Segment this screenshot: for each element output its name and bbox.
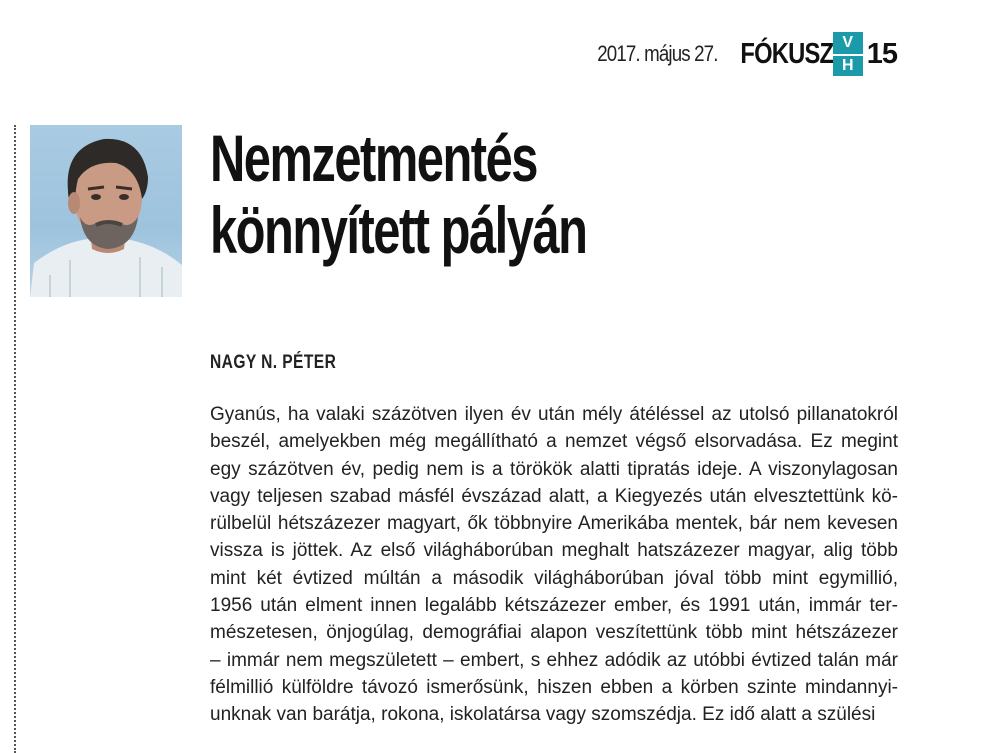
article-body <box>210 401 898 729</box>
column-divider <box>14 125 16 753</box>
body-line: mint két évtized múltán a második világháborúban jóval több mint egymillió, <box>210 567 898 589</box>
page-number: 15 <box>866 37 897 70</box>
body-line: vissza is jöttek. Az első világháborúban meghalt hatszázezer magyar, alig több <box>210 540 898 562</box>
title-line-1: Nemzetmentés <box>210 121 537 195</box>
body-line: mészetesen, önjogúlag, demográfiai alapon veszítettünk több mint hétszázezer <box>210 622 898 644</box>
body-line: félmillió külföldre távozó ismerősünk, hiszen ebben a körben szinte mindannyi- <box>210 676 898 698</box>
portrait-illustration <box>30 125 182 297</box>
body-line: – immár nem megszületett – embert, s ehhez adódik az utóbbi évtized talán már <box>210 649 898 671</box>
author-byline: NAGY N. PÉTER <box>210 352 337 373</box>
body-line: beszél, amelyekben még megállítható a nemzet végső elsorvadása. Ez megint <box>210 431 898 453</box>
body-line: 1956 után elment innen legalább kétszázezer ember, és 1991 után, immár ter- <box>210 595 898 617</box>
logo-letter-v: V <box>842 34 854 51</box>
logo-letter-h: H <box>833 54 863 76</box>
vh-logo <box>833 32 863 76</box>
title-line-2: könnyített pályán <box>210 193 587 267</box>
body-line: egy százötven év, pedig nem is a törökök alatti tipratás ideje. A viszonylagosan <box>210 458 898 480</box>
article-title <box>210 122 772 266</box>
body-line: Gyanús, ha valaki százötven ilyen év után mély átéléssel az utolsó pillanatokról <box>210 404 898 425</box>
author-portrait <box>30 125 182 297</box>
body-line: rülbelül hétszázezer magyart, ők többnyire Amerikába mentek, bár nem kevesen <box>210 513 898 535</box>
body-line: vagy teljesen szabad másfél évszázad alatt, a Kiegyezés után elvesztettünk kö- <box>210 485 898 507</box>
body-line: unknak van barátja, rokona, iskolatársa vagy szomszédja. Ez idő alatt a szülési <box>210 704 876 726</box>
section-name: FÓKUSZ <box>739 37 833 70</box>
page-header <box>576 32 897 76</box>
issue-date: 2017. május 27. <box>597 41 718 66</box>
